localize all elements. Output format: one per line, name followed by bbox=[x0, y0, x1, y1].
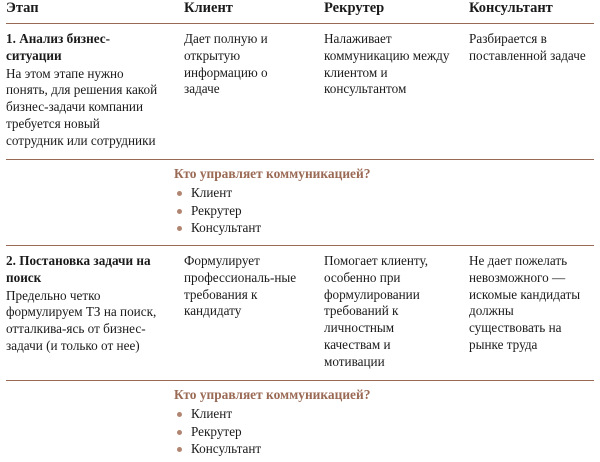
recruiter-cell bbox=[314, 24, 459, 160]
list-item: Клиент bbox=[174, 405, 594, 423]
consultant-cell bbox=[459, 24, 594, 160]
client-cell bbox=[174, 24, 314, 160]
stage-title: 2. Постановка задачи на поиск bbox=[6, 253, 151, 285]
process-table bbox=[6, 0, 594, 462]
communication-block bbox=[6, 166, 594, 237]
list-item: Консультант bbox=[174, 219, 594, 237]
stage-cell bbox=[6, 24, 174, 160]
communication-question: Кто управляет коммуникацией? bbox=[174, 387, 371, 403]
client-text: Дает полную и открытую информацию о задаче bbox=[184, 31, 268, 97]
communication-list bbox=[174, 184, 594, 237]
stage-title: 1. Анализ бизнес-ситуации bbox=[6, 31, 110, 63]
recruiter-text: Помогает клиенту, особенно при формулировании требований к личностным качествам и мотивации bbox=[324, 253, 429, 369]
recruiter-text: Налаживает коммуникацию между клиентом и консультантом bbox=[324, 31, 450, 97]
communication-list bbox=[174, 405, 594, 458]
list-item: Рекрутер bbox=[174, 202, 594, 220]
list-item: Консультант bbox=[174, 440, 594, 458]
consultant-text: Не дает пожелать невозможного — искомые кандидаты должны существовать на рынке труда bbox=[469, 253, 581, 352]
recruiter-cell bbox=[314, 246, 459, 381]
client-cell bbox=[174, 246, 314, 381]
stage-description: На этом этапе нужно понять, для решения какой бизнес-задачи компании требуется новый сотрудник или сотрудники bbox=[6, 65, 158, 148]
list-item: Рекрутер bbox=[174, 423, 594, 441]
client-text: Формулирует профессиональ-ные требования к кандидату bbox=[184, 253, 297, 319]
stage-cell bbox=[6, 246, 174, 381]
list-item: Клиент bbox=[174, 184, 594, 202]
table-row bbox=[6, 24, 594, 160]
communication-question: Кто управляет коммуникацией? bbox=[174, 166, 371, 182]
communication-row bbox=[6, 160, 594, 241]
communication-block bbox=[6, 387, 594, 458]
consultant-cell bbox=[459, 246, 594, 381]
table-row bbox=[6, 246, 594, 381]
communication-row bbox=[6, 381, 594, 462]
stage-description: Предельно четко формулируем ТЗ на поиск, отталкива-ясь от бизнес-задачи (и только от нее) bbox=[6, 287, 157, 353]
consultant-text: Разбирается в поставленной задаче bbox=[469, 31, 586, 63]
column-header-recruiter: Рекрутер bbox=[314, 0, 459, 24]
table-header-row bbox=[6, 0, 594, 24]
column-header-stage: Этап bbox=[6, 0, 174, 24]
column-header-client: Клиент bbox=[174, 0, 314, 24]
column-header-consultant: Консультант bbox=[459, 0, 594, 24]
